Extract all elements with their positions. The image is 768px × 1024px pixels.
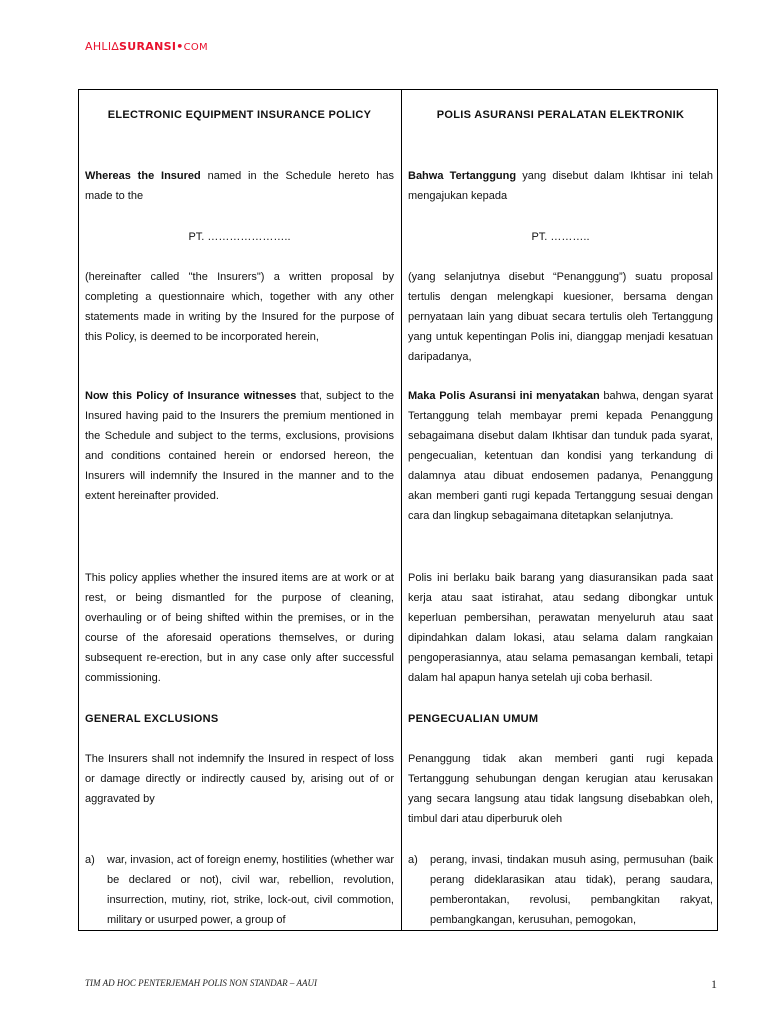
english-item-a-text: war, invasion, act of foreign enemy, hostilities (whether war be declared or not), civil war, rebellion, revolution, insurrection, mutiny, riot, strike, lock-out, civil commotion, military or usurped power, a group of xyxy=(107,854,394,926)
english-proposal-paragraph: (hereinafter called "the Insurers") a written proposal by completing a questionnaire which, together with any other statements made in writing by the Insured for the purpose of this Policy, is deemed to be incorporated herein, xyxy=(85,271,394,343)
logo-text-suransi: SURANSI xyxy=(119,40,177,53)
indonesian-whereas-bold: Bahwa Tertanggung xyxy=(408,170,517,182)
indonesian-exclusions-intro: Penanggung tidak akan memberi ganti rugi kepada Tertanggung sehubungan dengan kerugian atau kerusakan yang secara langsung atau tidak langsung disebabkan oleh, timbul dari atau diperburuk oleh xyxy=(408,753,713,825)
english-pt-line: PT. ………………….. xyxy=(188,231,291,243)
english-applies-paragraph: This policy applies whether the insured items are at work or at rest, or being dismantled for the purpose of cleaning, overhauling or of being shifted within the premises, or in the course of the aforesaid operations themselves, or during subsequent re-erection, but in any case only after successful commissioning. xyxy=(85,572,394,684)
site-logo xyxy=(85,40,208,53)
logo-text-ahli: AHLI xyxy=(85,40,112,53)
indonesian-proposal-paragraph: (yang selanjutnya disebut “Penanggung”) suatu proposal tertulis dengan melengkapi kuesioner, bersama dengan pernyataan lain yang dibuat secara tertulis oleh Tertanggung yang untuk kepentingan Polis ini, dianggap menjadi kesatuan daripadanya, xyxy=(408,271,713,363)
indonesian-witness-text: bahwa, dengan syarat Tertanggung telah membayar premi kepada Penanggung sebagaimana disebut dalam Ikhtisar dan tunduk pada syarat, pengecualian, ketentuan dan kondisi yang terkandung di dalamnya atau dibuat endosemen padanya, Penanggung akan memberi ganti rugi kepada Tertanggung sesuai dengan cara dan lingkup sebagaimana ditetapkan selanjutnya. xyxy=(408,390,713,522)
english-exclusions-intro: The Insurers shall not indemnify the Insured in respect of loss or damage directly or indirectly caused by, arising out of or aggravated by xyxy=(85,753,394,805)
english-witness-paragraph xyxy=(85,386,394,506)
page-number: 1 xyxy=(711,977,717,991)
english-whereas-paragraph xyxy=(85,166,394,206)
english-section-heading: GENERAL EXCLUSIONS xyxy=(85,713,219,725)
english-witness-text: that, subject to the Insured having paid to the Insurers the premium mentioned in the Schedule and subject to the terms, exclusions, provisions and conditions contained herein or endorsed hereon, the Insurers will indemnify the Insured in the manner and to the extent hereinafter provided. xyxy=(85,390,394,502)
logo-text-com: COM xyxy=(183,42,208,53)
logo-triangle-icon: ∆ xyxy=(111,40,120,53)
column-divider xyxy=(401,90,402,930)
indonesian-exclusion-item-a xyxy=(408,850,713,930)
indonesian-whereas-text: yang disebut dalam Ikhtisar ini telah mengajukan kepada xyxy=(408,170,713,202)
indonesian-applies-paragraph: Polis ini berlaku baik barang yang diasuransikan pada saat kerja atau saat istirahat, atau sedang dibongkar untuk keperluan pembersihan, perawatan menyeluruh atau saat dipindahkan dalam lokasi, atau selama dalam rangkaian pengoperasiannya, atau selama pemasangan kembali, tetapi dalam hal apapun hanya setelah uji coba berhasil. xyxy=(408,572,713,684)
english-title: ELECTRONIC EQUIPMENT INSURANCE POLICY xyxy=(107,109,372,121)
indonesian-item-a-marker: a) xyxy=(408,854,418,866)
indonesian-witness-bold: Maka Polis Asuransi ini menyatakan xyxy=(408,390,600,402)
english-item-a-marker: a) xyxy=(85,854,95,866)
english-whereas-text: named in the Schedule hereto has made to the xyxy=(85,170,394,202)
english-witness-bold: Now this Policy of Insurance witnesses xyxy=(85,390,297,402)
footer-team-name: TIM AD HOC PENTERJEMAH POLIS NON STANDAR – AAUI xyxy=(85,978,317,988)
indonesian-title: POLIS ASURANSI PERALATAN ELEKTRONIK xyxy=(436,109,685,121)
english-exclusion-item-a xyxy=(85,850,394,930)
indonesian-witness-paragraph xyxy=(408,386,713,526)
indonesian-section-heading: PENGECUALIAN UMUM xyxy=(408,713,539,725)
bilingual-policy-table xyxy=(78,89,718,931)
english-whereas-bold: Whereas the Insured xyxy=(85,170,201,182)
indonesian-pt-line: PT. ……….. xyxy=(531,231,590,243)
indonesian-whereas-paragraph xyxy=(408,166,713,206)
logo-dot-icon: • xyxy=(176,40,184,53)
indonesian-item-a-text: perang, invasi, tindakan musuh asing, permusuhan (baik perang dideklarasikan atau tidak), perang saudara, pemberontakan, revolusi, pembangkitan rakyat, pembangkangan, kerusuhan, pemogokan, xyxy=(430,854,713,926)
